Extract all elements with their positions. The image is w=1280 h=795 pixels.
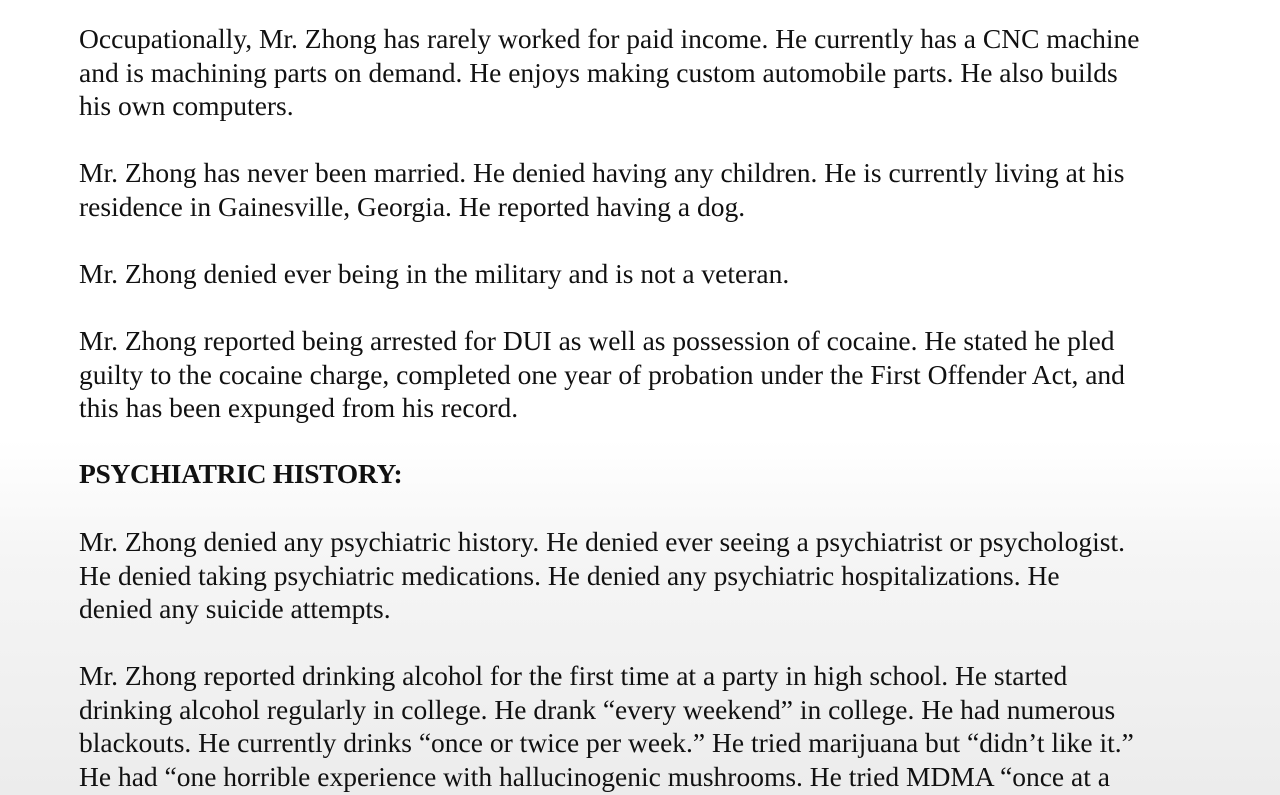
paragraph-legal xyxy=(79,324,1269,425)
section-heading-psychiatric-history: PSYCHIATRIC HISTORY: xyxy=(79,458,403,489)
text-line: and is machining parts on demand. He enjoys making custom automobile parts. He also builds xyxy=(79,56,1118,88)
text-line: Mr. Zhong denied ever being in the military and is not a veteran. xyxy=(79,258,790,289)
text-line: Mr. Zhong has never been married. He denied having any children. He is currently living at his xyxy=(79,157,1125,188)
paragraph-family xyxy=(79,156,1269,223)
text-line: denied any suicide attempts. xyxy=(79,593,391,625)
text-line: Occupationally, Mr. Zhong has rarely worked for paid income. He currently has a CNC machine xyxy=(79,23,1140,54)
text-line: Mr. Zhong reported drinking alcohol for the first time at a party in high school. He started xyxy=(79,660,1068,691)
paragraph-psychiatric-history xyxy=(79,525,1269,626)
text-line: Mr. Zhong reported being arrested for DUI as well as possession of cocaine. He stated he pled xyxy=(79,325,1115,356)
paragraph-substance-use xyxy=(79,659,1269,793)
text-line: this has been expunged from his record. xyxy=(79,392,519,424)
text-line: drinking alcohol regularly in college. He drank “every weekend” in college. He had numerous xyxy=(79,693,1116,725)
text-line: blackouts. He currently drinks “once or twice per week.” He tried marijuana but “didn’t like it.” xyxy=(79,727,1134,759)
paragraph-occupation xyxy=(79,22,1269,123)
text-line: He denied taking psychiatric medications. He denied any psychiatric hospitalizations. He xyxy=(79,559,1060,591)
text-line: guilty to the cocaine charge, completed one year of probation under the First Offender Act, and xyxy=(79,358,1125,390)
paragraph-military xyxy=(79,257,1269,291)
text-line: He had “one horrible experience with hallucinogenic mushrooms. He tried MDMA “once at a xyxy=(79,760,1110,792)
text-line: Mr. Zhong denied any psychiatric history. He denied ever seeing a psychiatrist or psychologist. xyxy=(79,526,1126,557)
text-line: his own computers. xyxy=(79,90,294,122)
text-line: residence in Gainesville, Georgia. He reported having a dog. xyxy=(79,190,746,222)
